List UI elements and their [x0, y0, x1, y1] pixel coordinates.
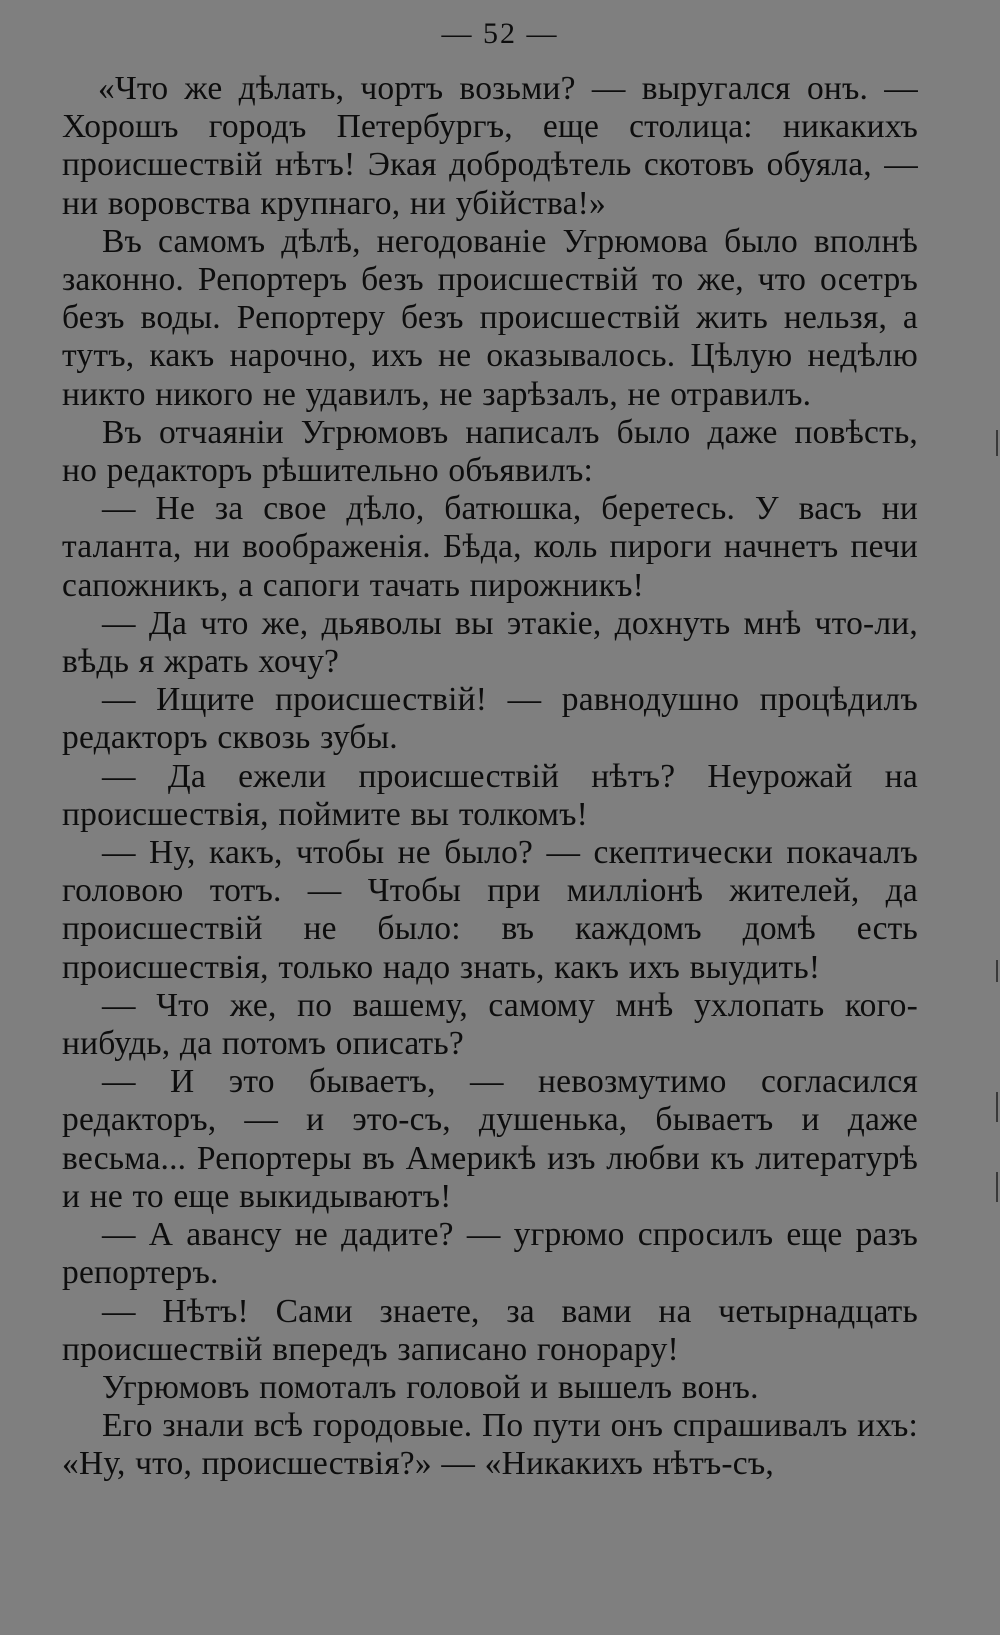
paragraph: — Да ежели происшествій нѣтъ? Неурожай на происшествія, поймите вы толкомъ! [62, 757, 918, 833]
paragraph: — Да что же, дьяволы вы этакіе, дохнуть мнѣ что-ли, вѣдь я жрать хочу? [62, 604, 918, 681]
paragraph: — А авансу не дадите? — угрюмо спросилъ еще разъ репортеръ. [62, 1216, 918, 1292]
scan-edge-mark [996, 430, 998, 456]
paragraph: — Ну, какъ, чтобы не было? — скептически покачалъ головою тотъ. — Чтобы при милліонѣ жителей, да происшествій не было: въ каждомъ домѣ есть происшествія, только надо знать, какъ ихъ выудить! [62, 834, 918, 986]
paragraph: «Что же дѣлать, чортъ возьми? — выругался онъ. — Хорошъ городъ Петербургъ, еще столица: никакихъ происшествій нѣтъ! Экая добродѣтель скотовъ обуяла, — ни воровства крупнаго, ни убійства!» [62, 70, 918, 222]
paragraph: — Ищите происшествій! — равнодушно процѣдилъ редакторъ сквозь зубы. [62, 681, 918, 757]
scan-edge-mark [996, 1172, 998, 1202]
page-number: — 52 — [441, 17, 559, 50]
paragraph: Въ отчаяніи Угрюмовъ написалъ было даже повѣсть, но редакторъ рѣшительно объявилъ: [62, 413, 918, 490]
book-page [62, 14, 918, 1484]
paragraph: — Не за свое дѣло, батюшка, беретесь. У васъ ни таланта, ни воображенія. Бѣда, коль пироги начнетъ печи сапожникъ, а сапоги тачать пирожникъ! [62, 490, 918, 604]
scan-edge-mark [996, 1092, 998, 1122]
paragraph: — Нѣтъ! Сами знаете, за вами на четырнадцать происшествій впередъ записано гонорару! [62, 1292, 918, 1368]
paragraph: — Что же, по вашему, самому мнѣ ухлопать кого-нибудь, да потомъ описать? [62, 986, 918, 1063]
paragraph: Его знали всѣ городовые. По пути онъ спрашивалъ ихъ: «Ну, что, происшествія?» — «Никакихъ нѣтъ-съ, [62, 1407, 918, 1483]
paragraph: Угрюмовъ помоталъ головой и вышелъ вонъ. [102, 1368, 759, 1406]
paragraph: Въ самомъ дѣлѣ, негодованіе Угрюмова было вполнѣ законно. Репортеръ безъ происшествій то же, что осетръ безъ воды. Репортеру безъ происшествій жить нельзя, а тутъ, какъ нарочно, ихъ не оказывалось. Цѣлую недѣлю никто никого не удавилъ, не зарѣзалъ, не отравилъ. [62, 222, 918, 413]
paragraph: — И это бываетъ, — невозмутимо согласился редакторъ, — и это-съ, душенька, бываетъ и даже весьма... Репортеры въ Америкѣ изъ любви къ литературѣ и не то еще выкидываютъ! [62, 1063, 918, 1215]
scan-edge-mark [996, 960, 998, 982]
